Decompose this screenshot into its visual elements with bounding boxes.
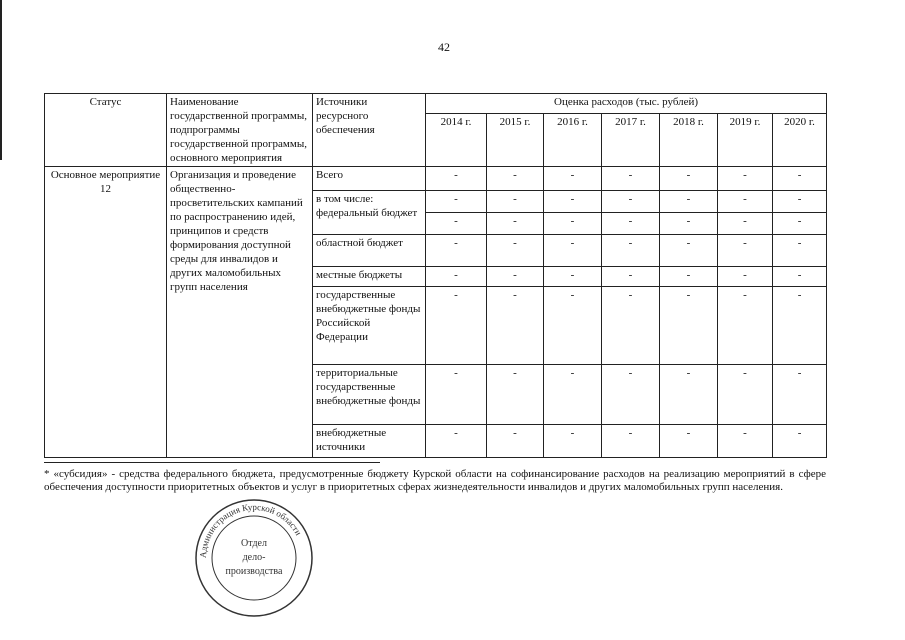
header-year: 2015 г. <box>487 114 544 167</box>
header-name: Наименование государственной программы, подпрограммы государственной программы, основного мероприятия <box>167 94 313 167</box>
value-cell: - <box>544 191 602 213</box>
value-cell: - <box>718 213 773 235</box>
table-row <box>45 167 827 191</box>
resource-table <box>44 93 827 458</box>
value-cell: - <box>602 235 660 267</box>
value-cell: - <box>544 167 602 191</box>
header-status: Статус <box>45 94 167 167</box>
value-cell: - <box>773 235 827 267</box>
value-cell: - <box>544 287 602 365</box>
value-cell: - <box>487 213 544 235</box>
value-cell: - <box>487 425 544 458</box>
seal-center-line: дело- <box>242 552 266 563</box>
value-cell: - <box>718 267 773 287</box>
seal-center-line: Отдел <box>241 538 267 549</box>
value-cell: - <box>773 267 827 287</box>
official-seal <box>186 496 322 620</box>
value-cell: - <box>660 167 718 191</box>
value-cell: - <box>426 213 487 235</box>
value-cell: - <box>544 365 602 425</box>
page-number: 42 <box>438 40 450 54</box>
page-edge-mark <box>0 0 2 160</box>
value-cell: - <box>602 167 660 191</box>
value-cell: - <box>660 365 718 425</box>
event-name-cell: Организация и проведение общественно-просветительских кампаний по распространению идей, принципов и средств формирования доступной среды для инвалидов и других маломобильных групп населения <box>167 167 313 458</box>
value-cell: - <box>426 425 487 458</box>
value-cell: - <box>718 235 773 267</box>
header-cost-estimate: Оценка расходов (тыс. рублей) <box>426 94 827 114</box>
value-cell: - <box>773 425 827 458</box>
value-cell: - <box>602 287 660 365</box>
value-cell: - <box>602 191 660 213</box>
value-cell: - <box>718 191 773 213</box>
seal-center-line: производства <box>225 566 283 577</box>
value-cell: - <box>773 365 827 425</box>
header-year: 2018 г. <box>660 114 718 167</box>
value-cell: - <box>602 365 660 425</box>
value-cell: - <box>773 287 827 365</box>
header-source: Источники ресурсного обеспечения <box>313 94 426 167</box>
footnote-divider <box>44 462 380 463</box>
status-cell: Основное мероприятие 12 <box>45 167 167 458</box>
value-cell: - <box>426 267 487 287</box>
value-cell: - <box>544 425 602 458</box>
value-cell: - <box>773 167 827 191</box>
value-cell: - <box>660 425 718 458</box>
value-cell: - <box>426 365 487 425</box>
header-year: 2020 г. <box>773 114 827 167</box>
value-cell: - <box>602 213 660 235</box>
source-cell: внебюджетные источники <box>313 425 426 458</box>
source-cell: в том числе: федеральный бюджет <box>313 191 426 235</box>
value-cell: - <box>487 287 544 365</box>
source-cell: областной бюджет <box>313 235 426 267</box>
value-cell: - <box>660 267 718 287</box>
value-cell: - <box>544 267 602 287</box>
value-cell: - <box>660 287 718 365</box>
value-cell: - <box>487 365 544 425</box>
source-cell: территориальные государственные внебюджетные фонды <box>313 365 426 425</box>
header-year: 2016 г. <box>544 114 602 167</box>
source-cell: Всего <box>313 167 426 191</box>
value-cell: - <box>660 235 718 267</box>
value-cell: - <box>718 365 773 425</box>
value-cell: - <box>544 213 602 235</box>
source-cell: государственные внебюджетные фонды Российской Федерации <box>313 287 426 365</box>
value-cell: - <box>426 191 487 213</box>
value-cell: - <box>718 167 773 191</box>
header-year: 2017 г. <box>602 114 660 167</box>
value-cell: - <box>426 167 487 191</box>
value-cell: - <box>773 213 827 235</box>
source-cell: местные бюджеты <box>313 267 426 287</box>
value-cell: - <box>544 235 602 267</box>
value-cell: - <box>487 267 544 287</box>
value-cell: - <box>660 213 718 235</box>
value-cell: - <box>426 235 487 267</box>
value-cell: - <box>660 191 718 213</box>
value-cell: - <box>487 191 544 213</box>
value-cell: - <box>602 267 660 287</box>
header-year: 2019 г. <box>718 114 773 167</box>
header-year: 2014 г. <box>426 114 487 167</box>
value-cell: - <box>773 191 827 213</box>
footnote: * «субсидия» - средства федерального бюджета, предусмотренные бюджету Курской области на софинансирование расходов на реализацию мероприятий в сфере обеспечения доступности приоритетных объектов и услуг в приоритетных сферах жизнедеятельности инвалидов и других маломобильных групп населения. <box>44 468 826 493</box>
value-cell: - <box>487 235 544 267</box>
value-cell: - <box>602 425 660 458</box>
seal-ring-text: Администрация Курской области <box>197 501 304 559</box>
value-cell: - <box>426 287 487 365</box>
value-cell: - <box>718 287 773 365</box>
value-cell: - <box>487 167 544 191</box>
value-cell: - <box>718 425 773 458</box>
